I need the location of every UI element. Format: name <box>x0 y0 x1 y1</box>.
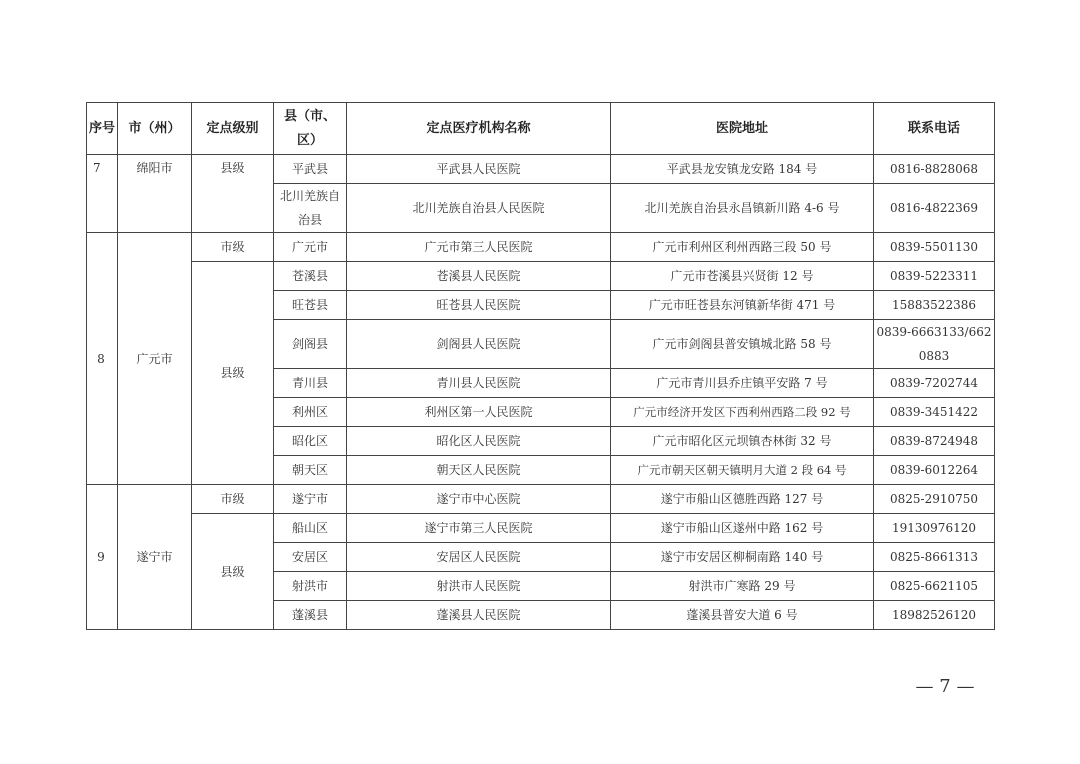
phone-cell: 0839-7202744 <box>874 369 995 398</box>
hospital-name-cell: 昭化区人民医院 <box>347 427 611 456</box>
address-cell: 广元市剑阁县普安镇城北路 58 号 <box>611 320 874 369</box>
hospital-name-cell: 北川羌族自治县人民医院 <box>347 184 611 233</box>
address-cell: 广元市苍溪县兴贤街 12 号 <box>611 262 874 291</box>
phone-cell: 19130976120 <box>874 514 995 543</box>
phone-cell: 0825-6621105 <box>874 572 995 601</box>
county-cell: 剑阁县 <box>274 320 347 369</box>
address-cell: 广元市昭化区元坝镇杏林街 32 号 <box>611 427 874 456</box>
address-cell: 遂宁市船山区遂州中路 162 号 <box>611 514 874 543</box>
header-address: 医院地址 <box>611 103 874 155</box>
phone-cell: 0839-6012264 <box>874 456 995 485</box>
county-cell: 船山区 <box>274 514 347 543</box>
county-cell: 蓬溪县 <box>274 601 347 630</box>
address-cell: 广元市利州区利州西路三段 50 号 <box>611 233 874 262</box>
header-city: 市（州） <box>118 103 192 155</box>
city-cell: 遂宁市 <box>118 485 192 630</box>
table-row <box>87 485 995 514</box>
county-cell: 旺苍县 <box>274 291 347 320</box>
level-cell: 县级 <box>192 514 274 630</box>
address-cell: 蓬溪县普安大道 6 号 <box>611 601 874 630</box>
hospital-name-cell: 遂宁市第三人民医院 <box>347 514 611 543</box>
address-cell: 广元市朝天区朝天镇明月大道 2 段 64 号 <box>611 456 874 485</box>
address-cell: 广元市旺苍县东河镇新华街 471 号 <box>611 291 874 320</box>
phone-cell: 0825-2910750 <box>874 485 995 514</box>
county-cell: 青川县 <box>274 369 347 398</box>
hospital-name-cell: 朝天区人民医院 <box>347 456 611 485</box>
header-phone: 联系电话 <box>874 103 995 155</box>
table-row <box>87 262 995 291</box>
hospital-name-cell: 平武县人民医院 <box>347 155 611 184</box>
county-cell: 遂宁市 <box>274 485 347 514</box>
address-cell: 平武县龙安镇龙安路 184 号 <box>611 155 874 184</box>
table-header-row <box>87 103 995 155</box>
county-cell: 朝天区 <box>274 456 347 485</box>
seq-cell: 8 <box>87 233 118 485</box>
header-name: 定点医疗机构名称 <box>347 103 611 155</box>
phone-cell: 0839-8724948 <box>874 427 995 456</box>
address-cell: 北川羌族自治县永昌镇新川路 4-6 号 <box>611 184 874 233</box>
page-number: — 7 — <box>915 676 975 697</box>
county-cell: 广元市 <box>274 233 347 262</box>
county-cell: 苍溪县 <box>274 262 347 291</box>
address-cell: 广元市经济开发区下西利州西路二段 92 号 <box>611 398 874 427</box>
hospital-name-cell: 旺苍县人民医院 <box>347 291 611 320</box>
county-cell: 北川羌族自治县 <box>274 184 347 233</box>
hospital-name-cell: 安居区人民医院 <box>347 543 611 572</box>
county-cell: 平武县 <box>274 155 347 184</box>
address-cell: 遂宁市安居区柳桐南路 140 号 <box>611 543 874 572</box>
level-cell: 市级 <box>192 233 274 262</box>
hospital-name-cell: 射洪市人民医院 <box>347 572 611 601</box>
header-level: 定点级别 <box>192 103 274 155</box>
seq-cell: 9 <box>87 485 118 630</box>
county-cell: 利州区 <box>274 398 347 427</box>
city-cell: 绵阳市 <box>118 155 192 233</box>
phone-cell: 0839-6663133/6620883 <box>874 320 995 369</box>
hospital-name-cell: 遂宁市中心医院 <box>347 485 611 514</box>
table-row <box>87 233 995 262</box>
level-cell: 县级 <box>192 155 274 233</box>
seq-cell: 7 <box>87 155 118 233</box>
hospital-name-cell: 利州区第一人民医院 <box>347 398 611 427</box>
hospital-name-cell: 青川县人民医院 <box>347 369 611 398</box>
county-cell: 安居区 <box>274 543 347 572</box>
phone-cell: 0839-5223311 <box>874 262 995 291</box>
city-cell: 广元市 <box>118 233 192 485</box>
hospital-name-cell: 广元市第三人民医院 <box>347 233 611 262</box>
phone-cell: 0816-4822369 <box>874 184 995 233</box>
header-county: 县（市、区） <box>274 103 347 155</box>
level-cell: 县级 <box>192 262 274 485</box>
phone-cell: 0825-8661313 <box>874 543 995 572</box>
address-cell: 广元市青川县乔庄镇平安路 7 号 <box>611 369 874 398</box>
level-cell: 市级 <box>192 485 274 514</box>
phone-cell: 15883522386 <box>874 291 995 320</box>
hospital-name-cell: 剑阁县人民医院 <box>347 320 611 369</box>
hospital-name-cell: 苍溪县人民医院 <box>347 262 611 291</box>
county-cell: 射洪市 <box>274 572 347 601</box>
phone-cell: 18982526120 <box>874 601 995 630</box>
table-row <box>87 514 995 543</box>
hospital-name-cell: 蓬溪县人民医院 <box>347 601 611 630</box>
table-row <box>87 155 995 184</box>
phone-cell: 0839-5501130 <box>874 233 995 262</box>
hospital-table <box>86 102 995 630</box>
phone-cell: 0839-3451422 <box>874 398 995 427</box>
address-cell: 射洪市广寒路 29 号 <box>611 572 874 601</box>
phone-cell: 0816-8828068 <box>874 155 995 184</box>
address-cell: 遂宁市船山区德胜西路 127 号 <box>611 485 874 514</box>
header-seq: 序号 <box>87 103 118 155</box>
county-cell: 昭化区 <box>274 427 347 456</box>
